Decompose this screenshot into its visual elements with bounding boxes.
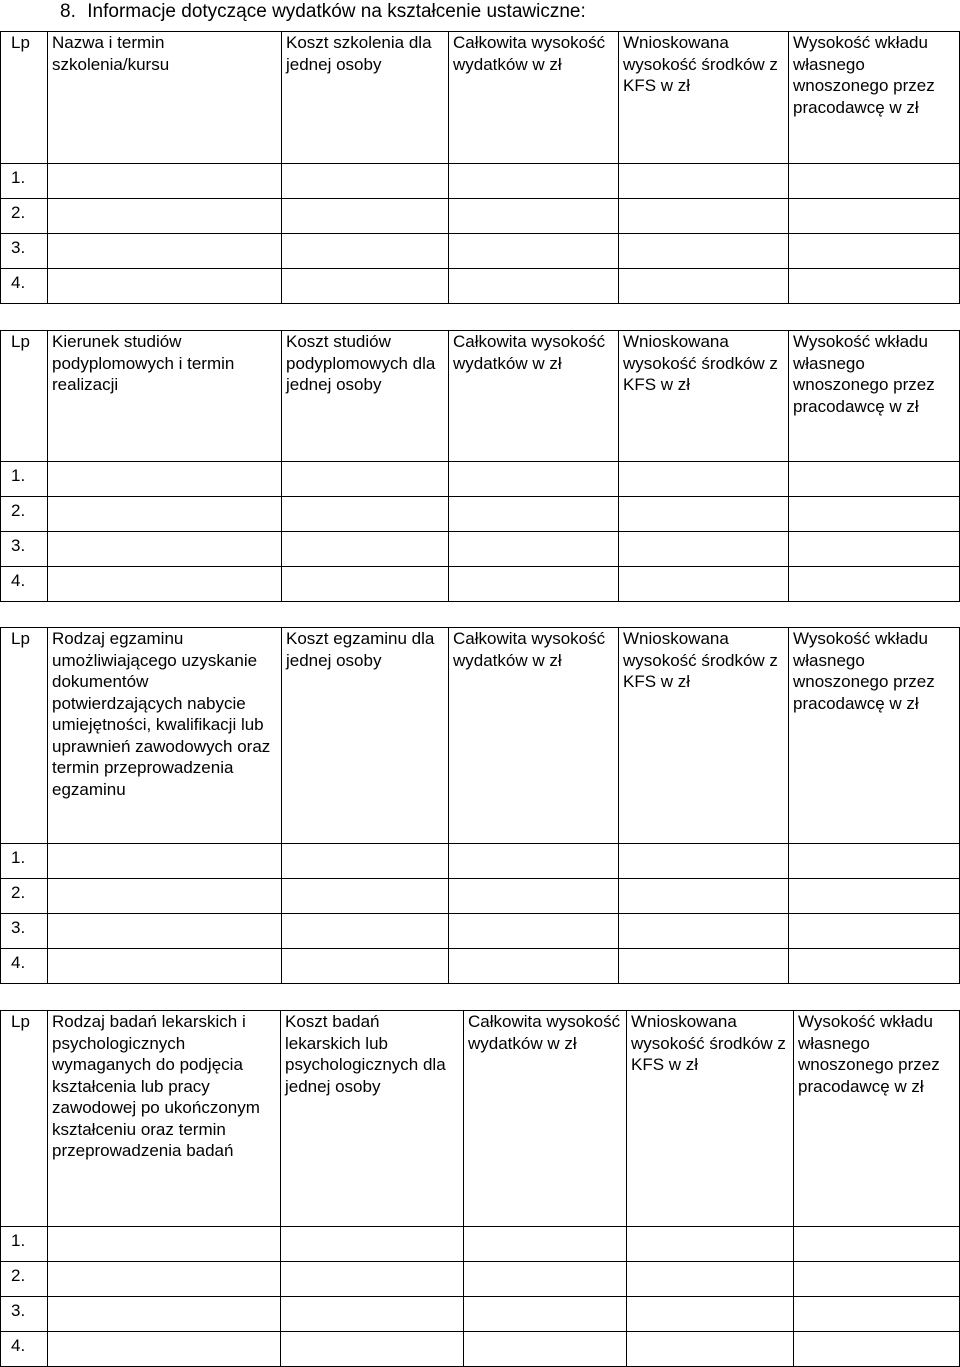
name-cell[interactable] [48,532,282,567]
row-number: 3. [1,914,48,949]
row-number: 1. [1,462,48,497]
lp-header: Lp [1,1011,48,1227]
name-cell[interactable] [48,1227,281,1262]
row-number: 2. [1,879,48,914]
name-cell[interactable] [48,567,282,602]
total-cost-cell[interactable] [449,567,619,602]
row-number: 2. [1,1262,48,1297]
unit-cost-cell[interactable] [282,949,449,984]
table-header-row [1,628,960,844]
table-header-row [1,331,960,462]
row-number: 3. [1,1297,48,1332]
employer-contribution-cell[interactable] [794,1262,960,1297]
requested-kfs-cell[interactable] [627,1332,794,1367]
total-cost-cell[interactable] [449,532,619,567]
name-cell[interactable] [48,199,282,234]
row-number: 3. [1,532,48,567]
requested-kfs-cell[interactable] [619,879,789,914]
row-number: 3. [1,234,48,269]
employer-contribution-cell[interactable] [789,914,960,949]
unit-cost-cell[interactable] [281,1227,464,1262]
employer-contribution-cell[interactable] [789,567,960,602]
row-number: 4. [1,567,48,602]
unit-cost-cell[interactable] [282,234,449,269]
requested-kfs-cell[interactable] [619,567,789,602]
requested-kfs-cell[interactable] [619,234,789,269]
name-cell[interactable] [48,1297,281,1332]
table-header-row [1,32,960,164]
table-row [1,1227,960,1262]
employer-contribution-cell[interactable] [789,164,960,199]
table-row [1,949,960,984]
row-number: 4. [1,949,48,984]
employer-contribution-cell[interactable] [789,949,960,984]
employer-contribution-cell[interactable] [789,532,960,567]
employer-contribution-header: Wysokość wkładu własnego wnoszonego przez pracodawcę w zł [789,628,960,844]
total-cost-header: Całkowita wysokość wydatków w zł [449,331,619,462]
requested-kfs-cell[interactable] [619,164,789,199]
total-cost-cell[interactable] [449,879,619,914]
table-header-row [1,1011,960,1227]
name-header: Rodzaj badań lekarskich i psychologicznych wymaganych do podjęcia kształcenia lub pracy zawodowej po ukończonym kształceniu oraz termin przeprowadzenia badań [48,1011,281,1227]
employer-contribution-cell[interactable] [789,199,960,234]
name-cell[interactable] [48,497,282,532]
total-cost-cell[interactable] [449,462,619,497]
employer-contribution-cell[interactable] [789,497,960,532]
row-number: 1. [1,164,48,199]
requested-kfs-header: Wnioskowana wysokość środków z KFS w zł [619,628,789,844]
table-row [1,462,960,497]
requested-kfs-cell[interactable] [627,1227,794,1262]
requested-kfs-cell[interactable] [619,497,789,532]
name-cell[interactable] [48,164,282,199]
exams-table [0,627,960,984]
total-cost-cell[interactable] [464,1227,627,1262]
table-row [1,269,960,304]
requested-kfs-cell[interactable] [627,1262,794,1297]
table-row [1,844,960,879]
employer-contribution-cell[interactable] [794,1227,960,1262]
row-number: 1. [1,1227,48,1262]
name-header: Rodzaj egzaminu umożliwiającego uzyskanie dokumentów potwierdzających nabycie umiejętności, kwalifikacji lub uprawnień zawodowych oraz termin przeprowadzenia egzaminu [48,628,282,844]
unit-cost-cell[interactable] [282,567,449,602]
requested-kfs-header: Wnioskowana wysokość środków z KFS w zł [627,1011,794,1227]
total-cost-header: Całkowita wysokość wydatków w zł [449,32,619,164]
total-cost-cell[interactable] [449,164,619,199]
total-cost-cell[interactable] [449,914,619,949]
name-header: Kierunek studiów podyplomowych i termin realizacji [48,331,282,462]
unit-cost-cell[interactable] [281,1332,464,1367]
row-number: 2. [1,497,48,532]
table-row [1,879,960,914]
total-cost-cell[interactable] [464,1262,627,1297]
section-number: 8. [60,1,76,22]
total-cost-cell[interactable] [449,844,619,879]
row-number: 4. [1,1332,48,1367]
unit-cost-cell[interactable] [282,199,449,234]
table-row [1,234,960,269]
total-cost-cell[interactable] [464,1297,627,1332]
unit-cost-header: Koszt badań lekarskich lub psychologicznych dla jednej osoby [281,1011,464,1227]
name-cell[interactable] [48,234,282,269]
unit-cost-cell[interactable] [282,844,449,879]
table-row [1,1332,960,1367]
lp-header: Lp [1,32,48,164]
table-row [1,497,960,532]
total-cost-header: Całkowita wysokość wydatków w zł [449,628,619,844]
row-number: 4. [1,269,48,304]
table-row [1,914,960,949]
requested-kfs-cell[interactable] [619,532,789,567]
section-heading [60,0,586,24]
name-cell[interactable] [48,914,282,949]
employer-contribution-cell[interactable] [789,269,960,304]
requested-kfs-cell[interactable] [627,1297,794,1332]
employer-contribution-cell[interactable] [789,234,960,269]
name-cell[interactable] [48,269,282,304]
unit-cost-cell[interactable] [281,1297,464,1332]
lp-header: Lp [1,628,48,844]
requested-kfs-header: Wnioskowana wysokość środków z KFS w zł [619,32,789,164]
table-row [1,164,960,199]
unit-cost-cell[interactable] [282,879,449,914]
unit-cost-cell[interactable] [282,164,449,199]
employer-contribution-header: Wysokość wkładu własnego wnoszonego przez pracodawcę w zł [789,32,960,164]
name-cell[interactable] [48,844,282,879]
unit-cost-header: Koszt egzaminu dla jednej osoby [282,628,449,844]
total-cost-cell[interactable] [449,949,619,984]
employer-contribution-cell[interactable] [789,462,960,497]
unit-cost-cell[interactable] [282,269,449,304]
name-cell[interactable] [48,1262,281,1297]
postgraduate-studies-table [0,330,960,602]
table-row [1,532,960,567]
table-row [1,1297,960,1332]
section-title: Informacje dotyczące wydatków na kształcenie ustawiczne: [87,1,586,22]
requested-kfs-cell[interactable] [619,199,789,234]
total-cost-cell[interactable] [449,199,619,234]
unit-cost-header: Koszt studiów podyplomowych dla jednej osoby [282,331,449,462]
table-row [1,1262,960,1297]
unit-cost-cell[interactable] [282,532,449,567]
requested-kfs-cell[interactable] [619,949,789,984]
table-row [1,567,960,602]
employer-contribution-cell[interactable] [789,844,960,879]
unit-cost-header: Koszt szkolenia dla jednej osoby [282,32,449,164]
name-cell[interactable] [48,1332,281,1367]
unit-cost-cell[interactable] [281,1262,464,1297]
total-cost-cell[interactable] [449,269,619,304]
unit-cost-cell[interactable] [282,914,449,949]
requested-kfs-cell[interactable] [619,914,789,949]
requested-kfs-cell[interactable] [619,462,789,497]
unit-cost-cell[interactable] [282,462,449,497]
row-number: 1. [1,844,48,879]
table-row [1,199,960,234]
unit-cost-cell[interactable] [282,497,449,532]
total-cost-cell[interactable] [464,1332,627,1367]
lp-header: Lp [1,331,48,462]
total-cost-header: Całkowita wysokość wydatków w zł [464,1011,627,1227]
requested-kfs-header: Wnioskowana wysokość środków z KFS w zł [619,331,789,462]
total-cost-cell[interactable] [449,234,619,269]
total-cost-cell[interactable] [449,497,619,532]
employer-contribution-header: Wysokość wkładu własnego wnoszonego przez pracodawcę w zł [789,331,960,462]
requested-kfs-cell[interactable] [619,269,789,304]
employer-contribution-cell[interactable] [794,1297,960,1332]
medical-exams-table [0,1010,960,1367]
requested-kfs-cell[interactable] [619,844,789,879]
training-courses-table [0,31,960,304]
employer-contribution-header: Wysokość wkładu własnego wnoszonego przez pracodawcę w zł [794,1011,960,1227]
employer-contribution-cell[interactable] [789,879,960,914]
row-number: 2. [1,199,48,234]
employer-contribution-cell[interactable] [794,1332,960,1367]
name-cell[interactable] [48,879,282,914]
name-cell[interactable] [48,949,282,984]
name-cell[interactable] [48,462,282,497]
name-header: Nazwa i termin szkolenia/kursu [48,32,282,164]
